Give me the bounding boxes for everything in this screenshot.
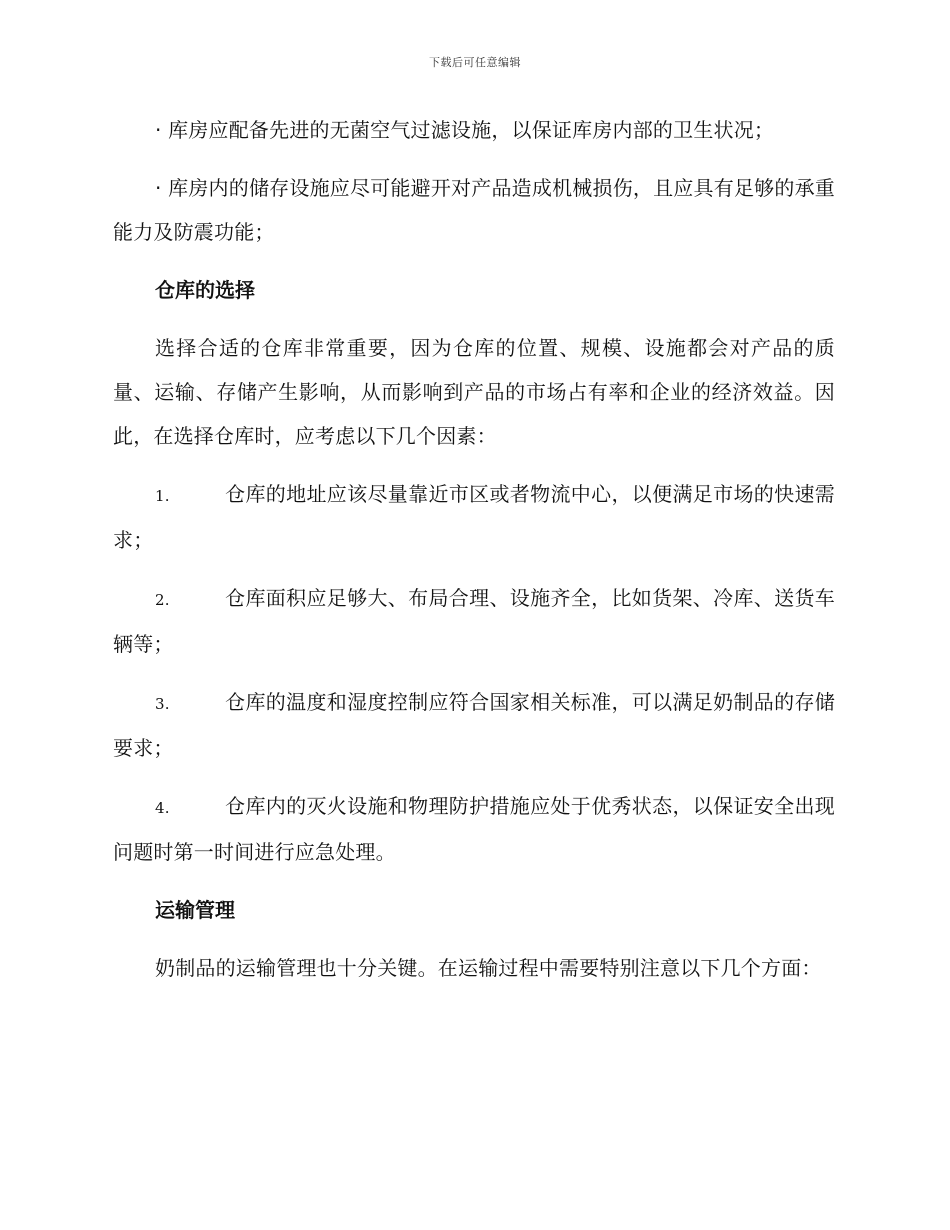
list-item-text: 仓库的温度和湿度控制应符合国家相关标准，可以满足奶制品的存储要求； xyxy=(113,690,835,760)
list-item-text: 仓库的地址应该尽量靠近市区或者物流中心，以便满足市场的快速需求； xyxy=(113,482,835,552)
bullet-paragraph: · 库房内的储存设施应尽可能避开对产品造成机械损伤，且应具有足够的承重能力及防震功能； xyxy=(113,176,835,244)
section-intro-paragraph: 奶制品的运输管理也十分关键。在运输过程中需要特别注意以下几个方面： xyxy=(155,956,822,980)
list-item-text: 仓库内的灭火设施和物理防护措施应处于优秀状态，以保证安全出现问题时第一时间进行应急处理。 xyxy=(113,794,835,864)
numbered-list-item xyxy=(113,576,835,666)
list-item-text: 仓库面积应足够大、布局合理、设施齐全，比如货架、冷库、送货车辆等； xyxy=(113,586,835,656)
numbered-list-item xyxy=(113,472,835,562)
section-heading-warehouse-selection: 仓库的选择 xyxy=(155,278,255,302)
list-number: 1. xyxy=(155,487,170,505)
numbered-list-item xyxy=(113,680,835,770)
bullet-paragraph: · 库房应配备先进的无菌空气过滤设施，以保证库房内部的卫生状况； xyxy=(155,118,775,142)
numbered-list-item xyxy=(113,784,835,874)
page-header-note: 下载后可任意编辑 xyxy=(429,56,521,69)
section-intro-paragraph: 选择合适的仓库非常重要，因为仓库的位置、规模、设施都会对产品的质量、运输、存储产生影响，从而影响到产品的市场占有率和企业的经济效益。因此，在选择仓库时，应考虑以下几个因素： xyxy=(113,336,835,448)
section-heading-transport-management: 运输管理 xyxy=(155,898,235,922)
list-number: 2. xyxy=(155,591,170,609)
document-body xyxy=(113,108,835,1004)
list-number: 3. xyxy=(155,695,170,713)
list-number: 4. xyxy=(155,799,170,817)
